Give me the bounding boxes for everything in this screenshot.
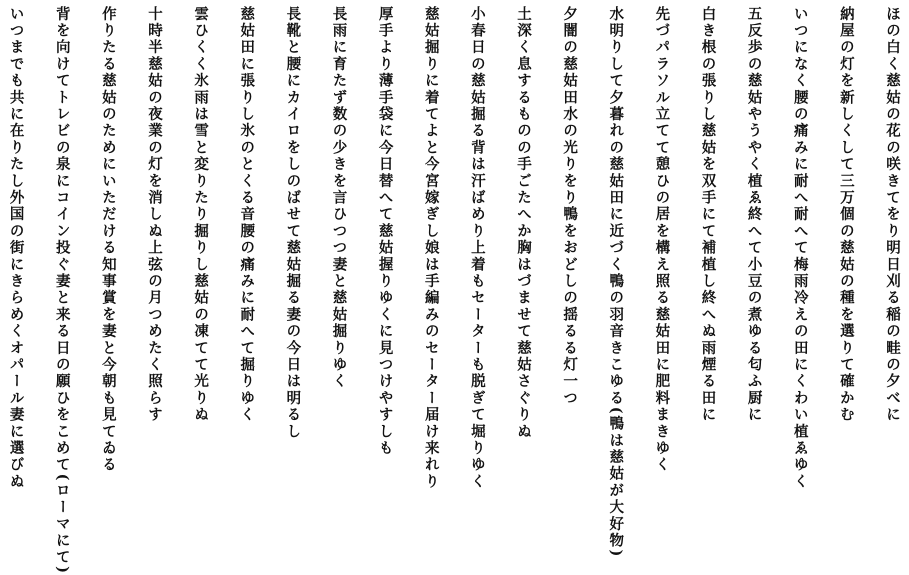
tanka-line: 背を向けてトレビの泉にコイン投ぐ妻と来る日の願ひをこめて(ローマにて) xyxy=(53,6,71,575)
tanka-line: 五反歩の慈姑やうやく植ゑ終へて小豆の煮ゆる匂ふ厨に xyxy=(745,6,763,424)
tanka-line: 小春日の慈姑掘る背は汗ばめり上着もセーターも脱ぎて堀りゆく xyxy=(468,6,486,491)
tanka-line: ほの白く慈姑の花の咲きてをり明日刈る稲の畦の夕べに xyxy=(884,6,901,424)
tanka-line: 十時半慈姑の夜業の灯を消しぬ上弦の月つめたく照らす xyxy=(146,6,163,424)
tanka-line: いつまでも共に在りたし外国の街にきらめくオパール妻に選びぬ xyxy=(7,6,25,491)
tanka-line: 慈姑掘りに着てよと今宮嫁ぎし娘は手編みのセーター届け来れり xyxy=(422,6,440,491)
tanka-line: 雲ひくく氷雨は雪と変りたり掘りし慈姑の凍てて光りぬ xyxy=(192,6,210,424)
tanka-line: 水明りして夕暮れの慈姑田に近づく鴨の羽音きこゆる(鴨は慈姑が大好物) xyxy=(607,6,625,559)
tanka-line: 白き根の張りし慈姑を双手にて補植し終へぬ雨煙る田に xyxy=(699,6,717,424)
tanka-line: 作りたる慈姑のためにいただける知事賞を妻と今朝も見てゐる xyxy=(99,6,117,474)
tanka-line: 長靴と腰にカイロをしのばせて慈姑掘る妻の今日は明るし xyxy=(284,6,302,441)
tanka-line: 土深く息するものの手ごたへか胸はづませて慈姑さぐりぬ xyxy=(515,6,532,441)
tanka-line: 夕闇の慈姑田水の光りをり鴨をおどしの揺るる灯一つ xyxy=(561,6,579,407)
tanka-line: 長雨に育たず数の少きを言ひつつ妻と慈姑掘りゆく xyxy=(330,6,348,391)
tanka-line: 納屋の灯を新しくして三万個の慈姑の種を選りて確かむ xyxy=(837,6,855,424)
tanka-line: 厚手より薄手袋に今日替へて慈姑握りゆくに見つけやすしも xyxy=(376,6,394,457)
tanka-line: 先づパラソル立てて憩ひの居を構え照る慈姑田に肥料まきゆく xyxy=(653,6,671,474)
tanka-line: いつになく腰の痛みに耐へ耐へて梅雨冷えの田にくわい植ゑゆく xyxy=(791,6,809,491)
tanka-line: 慈姑田に張りし氷のとくる音腰の痛みに耐へて掘りゆく xyxy=(238,6,256,424)
